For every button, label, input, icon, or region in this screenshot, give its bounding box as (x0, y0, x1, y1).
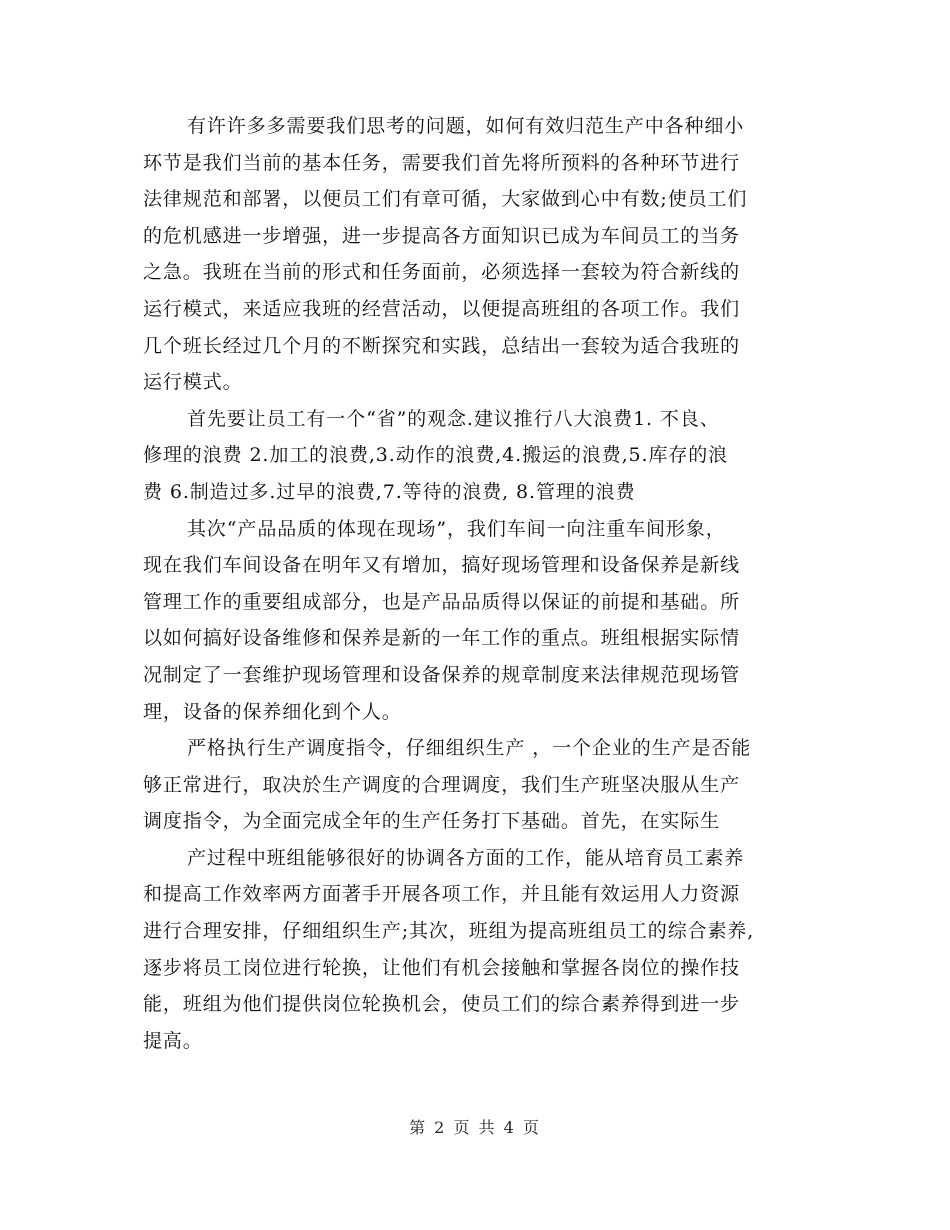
paragraph-line: 费 6.制造过多.过早的浪费,7.等待的浪费, 8.管理的浪费 (143, 480, 636, 503)
paragraph-line: 环节是我们当前的基本任务，需要我们首先将所预料的各种环节进行 (143, 151, 741, 174)
document-body (143, 108, 808, 1059)
paragraph-line: 产过程中班组能够很好的协调各方面的工作，能从培育员工素养 (187, 846, 745, 869)
paragraph-line: 之急。我班在当前的形式和任务面前，必须选择一套较为符合新线的 (143, 261, 741, 284)
paragraph-line: 调度指令，为全面完成全年的生产任务打下基础。首先，在实际生 (143, 810, 721, 833)
paragraph-line: 首先要让员工有一个“省”的观念.建议推行八大浪费1. 不良、 (187, 407, 720, 430)
paragraph-line: 理，设备的保养细化到个人。 (143, 700, 402, 723)
paragraph-line: 严格执行生产调度指令，仔细组织生产 ，一个企业的生产是否能 (187, 737, 752, 760)
paragraph-line: 管理工作的重要组成部分，也是产品品质得以保证的前提和基础。所 (143, 590, 741, 613)
paragraph-line: 逐步将员工岗位进行轮换，让他们有机会接触和掌握各岗位的操作技 (143, 956, 741, 979)
paragraph-line: 况制定了一套维护现场管理和设备保养的规章制度来法律规范现场管 (143, 663, 741, 686)
paragraph-line: 运行模式。 (143, 371, 243, 394)
paragraph-line: 能，班组为他们提供岗位轮换机会，使员工们的综合素养得到进一步 (143, 993, 741, 1016)
paragraph-line: 几个班长经过几个月的不断探究和实践，总结出一套较为适合我班的 (143, 334, 741, 357)
paragraph-line: 其次“产品品质的体现在现场”，我们车间一向注重车间形象， (187, 517, 726, 540)
paragraph-line: 进行合理安排，仔细组织生产;其次，班组为提高班组员工的综合素养, (143, 920, 755, 943)
paragraph-line: 现在我们车间设备在明年又有增加，搞好现场管理和设备保养是新线 (143, 554, 741, 577)
paragraph-line: 的危机感进一步增强，进一步提高各方面知识已成为车间员工的当务 (143, 224, 741, 247)
paragraph-line: 够正常进行，取决於生产调度的合理调度，我们生产班坚决服从生产 (143, 773, 741, 796)
page-number-footer: 第 2 页 共 4 页 (409, 1118, 541, 1137)
paragraph-line: 有许许多多需要我们思考的问题，如何有效归范生产中各种细小 (187, 115, 745, 137)
paragraph-line: 以如何搞好设备维修和保养是新的一年工作的重点。班组根据实际情 (143, 627, 741, 650)
paragraph-line: 法律规范和部署，以便员工们有章可循，大家做到心中有数;使员工们 (143, 188, 748, 211)
paragraph-line: 修理的浪费 2.加工的浪费,3.动作的浪费,4.搬运的浪费,5.库存的浪 (143, 444, 729, 467)
paragraph-line: 和提高工作效率两方面著手开展各项工作，并且能有效运用人力资源 (143, 883, 741, 906)
paragraph-line: 提高。 (143, 1029, 203, 1052)
paragraph-line: 运行模式，来适应我班的经营活动，以便提高班组的各项工作。我们 (143, 297, 741, 320)
